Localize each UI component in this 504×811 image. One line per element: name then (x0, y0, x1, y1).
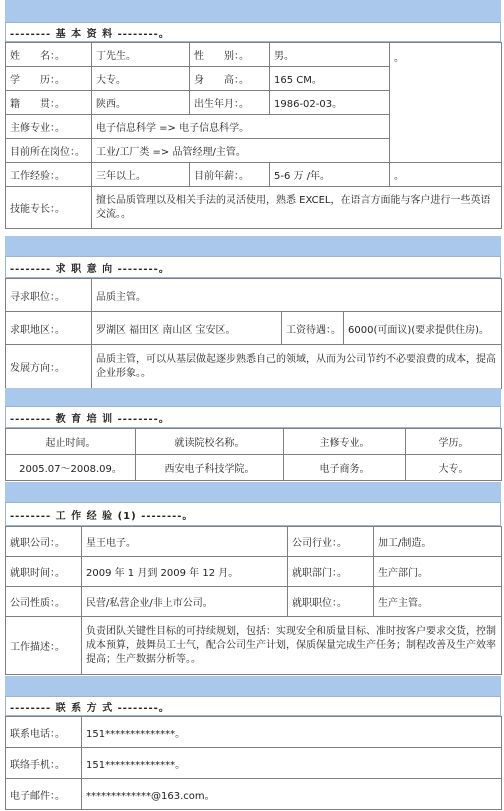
industry-label: 公司行业：。 (288, 527, 374, 557)
phone-label: 联系电话：。 (6, 717, 82, 748)
edu-school: 西安电子科技学院。 (136, 455, 284, 481)
education-value: 大专。 (92, 67, 190, 91)
row-mark: 。 (390, 163, 502, 187)
education-table (5, 428, 502, 481)
height-value: 165 CM。 (270, 67, 390, 91)
birth-label: 出生年月：。 (190, 91, 270, 115)
skill-value: 擅长品质管理以及相关手法的灵活使用，熟悉 EXCEL，在语言方面能与客户进行一些英语交流。。 (92, 187, 502, 229)
job-value: 品质主管。 (92, 279, 502, 312)
direction-label: 发展方向：。 (6, 345, 92, 389)
section-band (5, 0, 501, 22)
nature-value: 民营/私营企业/非上市公司。 (82, 587, 288, 617)
post-value: 生产主管。 (374, 587, 502, 617)
time-label: 就职时间：。 (6, 557, 82, 587)
basic-info-table (5, 42, 502, 229)
edu-header-time: 起止时间。 (6, 429, 136, 455)
work-section-title: -------- 工 作 经 验 (1) --------。 (5, 502, 501, 526)
contact-section-title: -------- 联 系 方 式 --------。 (5, 696, 501, 716)
time-value: 2009 年 1 月到 2009 年 12 月。 (82, 557, 288, 587)
job-label: 寻求职位：。 (6, 279, 92, 312)
edu-time: 2005.07～2008.09。 (6, 455, 136, 481)
major-value: 电子信息科学 => 电子信息科学。 (92, 115, 390, 139)
desc-label: 工作描述：。 (6, 617, 82, 675)
name-label: 姓 名：。 (6, 43, 92, 67)
position-value: 工业/工厂类 => 品管经理/主管。 (92, 139, 390, 163)
section-band (5, 236, 501, 256)
basic-section-title: -------- 基 本 资 料 --------。 (5, 22, 501, 42)
position-label: 目前所在岗位：。 (6, 139, 92, 163)
mobile-value: 151**************。 (82, 748, 502, 779)
email-label: 电子邮件：。 (6, 779, 82, 810)
height-label: 身 高：。 (190, 67, 270, 91)
skill-label: 技能专长：。 (6, 187, 92, 229)
birth-value: 1986-02-03。 (270, 91, 390, 115)
pay-value: 6000(可面议)(要求提供住房)。 (344, 312, 502, 345)
industry-value: 加工/制造。 (374, 527, 502, 557)
education-label: 学 历：。 (6, 67, 92, 91)
education-section-title: -------- 教 育 培 训 --------。 (5, 406, 501, 428)
experience-label: 工作经验：。 (6, 163, 92, 187)
salary-value: 5-6 万 /年。 (270, 163, 390, 187)
desc-value: 负责团队关键性目标的可持续规划，包括：实现安全和质量目标、准时按客户要求交货，控制成本预算，鼓舞员工士气，配合公司生产计划，保质保量完成生产任务；制程改善及生产效率提高；生产数据分析等。。 (82, 617, 502, 675)
section-band (5, 388, 501, 406)
intent-table (5, 278, 502, 389)
company-label: 就职公司：。 (6, 527, 82, 557)
section-band (5, 676, 501, 696)
dept-value: 生产部门。 (374, 557, 502, 587)
edu-header-major: 主修专业。 (284, 429, 406, 455)
experience-value: 三年以上。 (92, 163, 190, 187)
edu-major: 电子商务。 (284, 455, 406, 481)
contact-table (5, 716, 502, 810)
pay-label: 工资待遇：。 (282, 312, 344, 345)
gender-label: 性 别：。 (190, 43, 270, 67)
post-label: 就职职位：。 (288, 587, 374, 617)
company-value: 星王电子。 (82, 527, 288, 557)
table-row (6, 455, 502, 481)
area-label: 求职地区：。 (6, 312, 92, 345)
area-value: 罗湖区 福田区 南山区 宝安区。 (92, 312, 282, 345)
dept-label: 就职部门：。 (288, 557, 374, 587)
salary-label: 目前年薪：。 (190, 163, 270, 187)
edu-header-degree: 学历。 (406, 429, 502, 455)
photo-cell: 。 (390, 43, 502, 163)
nature-label: 公司性质：。 (6, 587, 82, 617)
major-label: 主修专业：。 (6, 115, 92, 139)
name-value: 丁先生。 (92, 43, 190, 67)
native-value: 陕西。 (92, 91, 190, 115)
work-table (5, 526, 502, 675)
direction-value: 品质主管，可以从基层做起逐步熟悉自己的领域，从而为公司节约不必要浪费的成本，提高企业形象。。 (92, 345, 502, 389)
intent-section-title: -------- 求 职 意 向 --------。 (5, 256, 501, 278)
phone-value: 151**************。 (82, 717, 502, 748)
section-band (5, 482, 501, 502)
email-value: *************@163.com。 (82, 779, 502, 810)
gender-value: 男。 (270, 43, 390, 67)
mobile-label: 联络手机：。 (6, 748, 82, 779)
native-label: 籍 贯：。 (6, 91, 92, 115)
edu-degree: 大专。 (406, 455, 502, 481)
edu-header-school: 就读院校名称。 (136, 429, 284, 455)
